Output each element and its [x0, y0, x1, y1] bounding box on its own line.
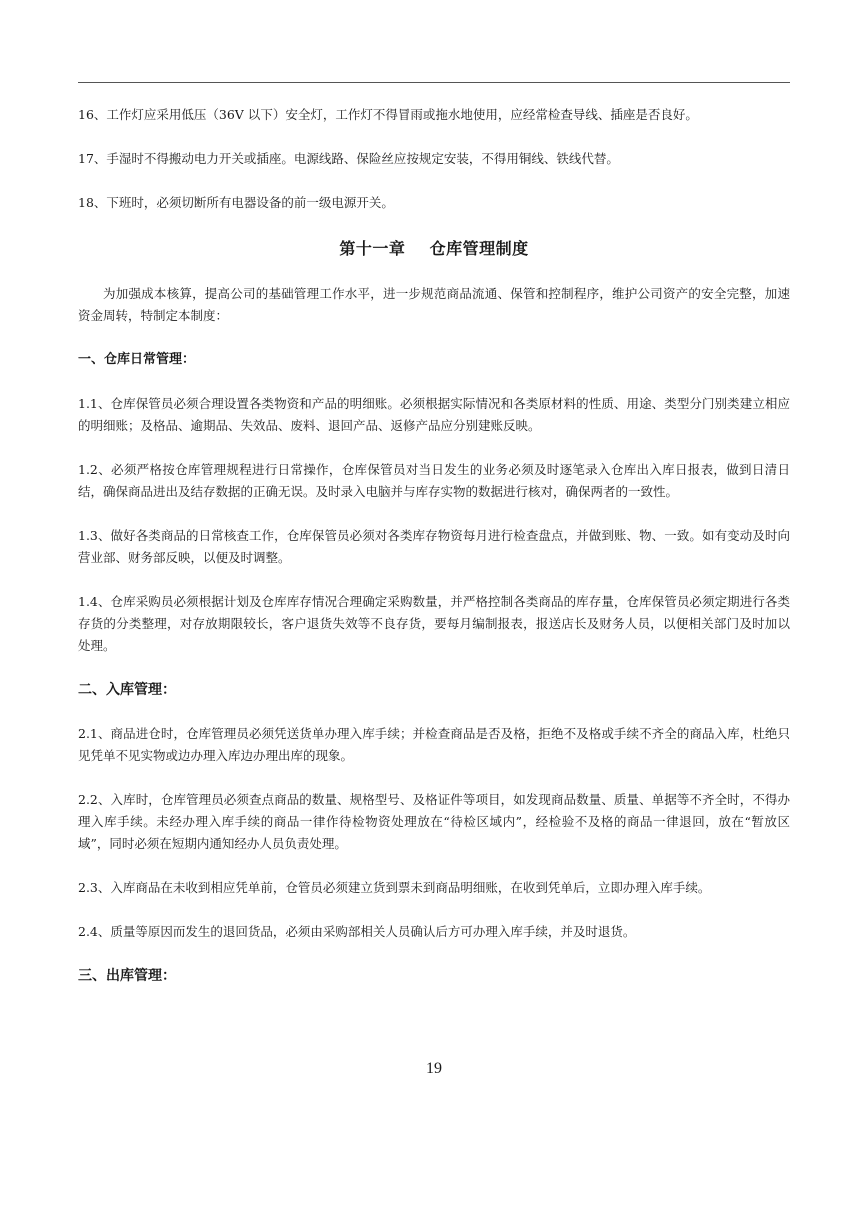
- rule-item-17: 17、手湿时不得搬动电力开关或插座。电源线路、保险丝应按规定安装，不得用铜线、铁线代替。: [78, 151, 619, 166]
- page-number: 19: [426, 1060, 442, 1077]
- section-item-1-3: 1.3、做好各类商品的日常核查工作，仓库保管员必须对各类库存物资每月进行检查盘点，并做到账、物、一致。如有变动及时向营业部、财务部反映，以便及时调整。: [78, 528, 790, 565]
- section-item-1-2: 1.2、必须严格按仓库管理规程进行日常操作，仓库保管员对当日发生的业务必须及时逐笔录入仓库出入库日报表，做到日清日结，确保商品进出及结存数据的正确无误。及时录入电脑并与库存实物的数据进行核对，确保两者的一致性。: [78, 462, 790, 499]
- rule-item-18: 18、下班时，必须切断所有电器设备的前一级电源开关。: [78, 195, 394, 210]
- section-title-daily: 一、仓库日常管理：: [78, 352, 196, 367]
- section-item-1-1: 1.1、仓库保管员必须合理设置各类物资和产品的明细账。必须根据实际情况和各类原材料的性质、用途、类型分门别类建立相应的明细账；及格品、逾期品、失效品、废料、退回产品、返修产品应分别建账反映。: [78, 396, 790, 433]
- chapter-title: 第十一章 仓库管理制度: [339, 239, 529, 258]
- section-item-2-3: 2.3、入库商品在未收到相应凭单前，仓管员必须建立货到票未到商品明细账，在收到凭单后，立即办理入库手续。: [78, 880, 711, 895]
- section-item-2-2: 2.2、入库时，仓库管理员必须查点商品的数量、规格型号、及格证件等项目，如发现商品数量、质量、单据等不齐全时，不得办理入库手续。未经办理入库手续的商品一律作待检物资处理放在“待检区域内”，经检验不及格的商品一律退回，放在“暂放区域”，同时必须在短期内通知经办人员负责处理。: [78, 792, 790, 851]
- section-item-1-4: 1.4、仓库采购员必须根据计划及仓库库存情况合理确定采购数量，并严格控制各类商品的库存量，仓库保管员必须定期进行各类存货的分类整理，对存放期限较长，客户退货失效等不良存货，要每月编制报表，报送店长及财务人员，以便相关部门及时加以处理。: [78, 594, 790, 653]
- section-item-2-1: 2.1、商品进仓时，仓库管理员必须凭送货单办理入库手续；并检查商品是否及格，拒绝不及格或手续不齐全的商品入库，杜绝只见凭单不见实物或边办理入库边办理出库的现象。: [78, 726, 790, 763]
- header-rule: [78, 82, 790, 83]
- page-content: [78, 104, 790, 1009]
- rule-item-16: 16、工作灯应采用低压（36V 以下）安全灯，工作灯不得冒雨或拖水地使用，应经常检查导线、插座是否良好。: [78, 107, 698, 122]
- section-item-2-4: 2.4、质量等原因而发生的退回货品，必须由采购部相关人员确认后方可办理入库手续，并及时退货。: [78, 924, 636, 939]
- chapter-intro: 为加强成本核算，提高公司的基础管理工作水平，进一步规范商品流通、保管和控制程序，维护公司资产的安全完整，加速资金周转，特制定本制度：: [78, 286, 790, 323]
- section-title-outbound: 三、出库管理：: [78, 968, 176, 984]
- section-title-inbound: 二、入库管理：: [78, 682, 176, 698]
